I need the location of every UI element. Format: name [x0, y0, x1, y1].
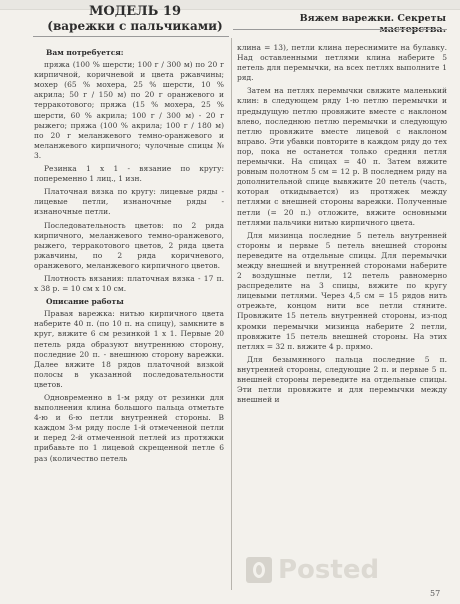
rib-stitch-text: Резинка 1 х 1 - вязание по кругу: попеременно 1 лиц., 1 изн.: [34, 164, 224, 184]
work-paragraph-2: Одновременно в 1-м ряду от резинки для выполнения клина большого пальца отметьте 4-ю и 6-ю петли внутренней стороны. В каждом 3-м ряду после 1-й отмеченной петли и перед 2-й отмеченной петлей из протяжки прибавьте по 1 лицевой скрещенной петле 6 раз (количество петель: [34, 393, 224, 463]
materials-text: пряжа (100 % шерсти; 100 г / 300 м) по 20 г кирпичной, коричневой и цвета ржавчины; мохер (65 % мохера, 25 % шерсти, 10 % акрила; 50 г / 150 м) по 20 г оранжевого и терракотового; пряжа (15 % мохера, 25 % шерсти, 60 % акрила; 100 г / 300 м) - 20 г рыжего; пряжа (100 % акрила; 100 г / 180 м) по 20 г меланжевого темно-оранжевого и меланжевого кирпичного; чулочные спицы № 3.: [34, 60, 224, 160]
column-divider: [231, 38, 232, 590]
right-column: [237, 43, 447, 408]
watermark-logo-icon: [246, 557, 272, 583]
title-underline: [33, 36, 229, 37]
work-description-heading: Описание работы: [46, 297, 124, 307]
page-number: 57: [430, 589, 441, 598]
right-paragraph-2: Затем на петлях перемычки свяжите маленький клин: в следующем ряду 1-ю петлю перемычки и предыдущую петлю провяжите вместе с наклоном влево, последнюю петлю перемычки и следующую петлю провяжите вместе лицевой с наклоном вправо. Эти убавки повторите в каждом ряду до тех пор, пока не останется только средняя петля перемычки. На спицах = 40 п. Затем вяжите ровным полотном 5 см = 12 р. В последнем ряду на дополнительной спице вывяжите 20 петель (часть, которая откидывается) из протяжек между петлями с внешней стороны варежки. Полученные петли (= 20 п.) отложите, вяжите основными петлями пальчики нитью кирпичного цвета.: [237, 86, 447, 227]
model-title-line1: МОДЕЛЬ 19: [88, 4, 182, 19]
right-paragraph-4: Для безымянного пальца последние 5 п. внутренней стороны, следующие 2 п. и первые 5 п. внешней стороны переведите на отдельные спицы. Эти петли провяжите и для перемычки между внешней и: [237, 354, 447, 405]
density-text: Плотность вязания: платочная вязка - 17 п. х 38 р. = 10 см х 10 см.: [34, 273, 224, 294]
right-paragraph-1: клина = 13), петли клина переснимите на булавку. Над оставленными петлями клина наберите 5 петель для перемычки, на всех петлях выполните 1 ряд.: [237, 43, 447, 83]
materials-heading: Вам потребуется:: [46, 48, 124, 57]
section-underline: [233, 29, 447, 30]
right-paragraph-3: Для мизинца последние 5 петель внутренней стороны и первые 5 петель внешней стороны переведите на отдельные спицы. Для перемычки между внешней и внутренней сторонами наберите 2 воздушные петли, 12 петель равномерно распределите на 3 спицы, вяжите по кругу лицевыми петлями. Через 4,5 см = 15 рядов нить отрежьте, концом нити все петли стяните. Провяжите 15 петель внутренней стороны, из-под кромки перемычки мизинца наберите 2 петли, провяжите 15 петель внешней стороны. На этих петлях = 32 п. вяжите 4 р. прямо.: [237, 230, 447, 351]
watermark-text: Posted: [278, 555, 380, 585]
model-title-line2: (варежки с пальчиками): [47, 19, 223, 33]
plain-stitch-text: Платочная вязка по кругу: лицевые ряды - лицевые петли, изнаночные ряды - изнаночные петли.: [34, 187, 224, 217]
work-paragraph-1: Правая варежка: нитью кирпичного цвета наберите 40 п. (по 10 п. на спицу), замкните в круг, вяжите 6 см резинкой 1 х 1. Первые 20 петель ряда образуют внутреннюю сторону, последние 20 п. - внешнюю сторону варежки. Далее вяжите 18 рядов платочной вязкой полосы в указанной последовательности цветов.: [34, 309, 224, 389]
model-title: [40, 5, 230, 33]
color-sequence-text: Последовательность цветов: по 2 ряда кирпичного, меланжевого темно-оранжевого, рыжего, терракотового цветов, 2 ряда цвета ржавчины, по 2 ряда коричневого, оранжевого, меланжевого кирпичного цветов.: [34, 220, 224, 270]
section-title: Вяжем варежки. Секреты: [299, 13, 446, 24]
left-column: [34, 46, 224, 467]
